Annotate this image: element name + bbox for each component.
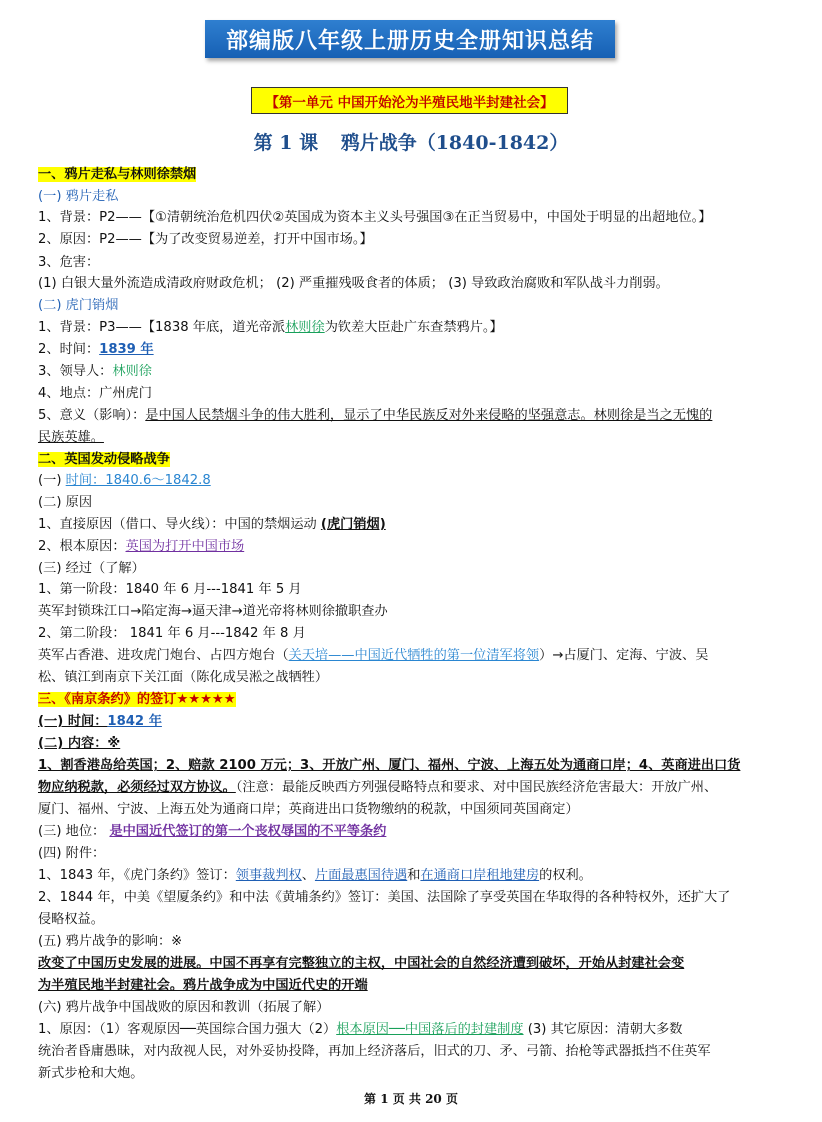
- text-line: 1、背景：P3——【1838 年底，道光帝派林则徐为钦差大臣赴广东查禁鸦片。】: [38, 320, 503, 335]
- text-line: 物应纳税款，必须经过双方协议。（注意：最能反映西方列强侵略特点和要求、对中国民族经济危害最大：开放广州、: [38, 780, 718, 795]
- text-line: 侵略权益。: [38, 912, 104, 927]
- text-line: 3、领导人：林则徐: [38, 364, 152, 379]
- section-heading: 一、鸦片走私与林则徐禁烟: [38, 167, 197, 182]
- text-line: 改变了中国历史发展的进展。中国不再享有完整独立的主权，中国社会的自然经济遭到破坏，开始从封建社会变: [38, 956, 685, 971]
- text-line: 1、背景：P2——【①清朝统治危机四伏②英国成为资本主义头号强国③在正当贸易中，中国处于明显的出超地位。】: [38, 210, 712, 225]
- section-heading: 三、《南京条约》的签订★★★★★: [38, 692, 236, 707]
- text-line: 1、第一阶段：1840 年 6 月---1841 年 5 月: [38, 582, 302, 597]
- text-line: 1、原因：（1）客观原因──英国综合国力强大（2）根本原因──中国落后的封建制度 (3) 其它原因：清朝大多数: [38, 1022, 683, 1037]
- subsection-heading: (一) 鸦片走私: [38, 189, 119, 204]
- subsection-heading: (二) 虎门销烟: [38, 298, 119, 313]
- subsection-heading: (五) 鸦片战争的影响：※: [38, 934, 183, 949]
- text-line: 2、1844 年，中美《望厦条约》和中法《黄埔条约》签订：美国、法国除了享受英国在华取得的各种特权外，还扩大了: [38, 890, 731, 905]
- lesson-number: 第 1 课: [253, 132, 319, 154]
- text-line: 1、直接原因（借口、导火线）：中国的禁烟运动 (虎门销烟): [38, 517, 386, 532]
- text-line: 英军占香港、进攻虎门炮台、占四方炮台（关天培——中国近代牺牲的第一位清军将领）→占厦门、定海、宁波、吴: [38, 648, 709, 663]
- text-line: 英军封锁珠江口→陷定海→逼天津→道光帝将林则徐撤职查办: [38, 604, 388, 619]
- text-line: 3、危害：: [38, 255, 100, 270]
- text-line: (一) 时间：1840.6～1842.8: [38, 473, 211, 488]
- text-line: (三) 地位： 是中国近代签订的第一个丧权辱国的不平等条约: [38, 824, 387, 839]
- text-line: 为半殖民地半封建社会。鸦片战争成为中国近代史的开端: [38, 978, 368, 993]
- text-line: 1、1843 年，《虎门条约》签订：领事裁判权、片面最惠国待遇和在通商口岸租地建房的权利。: [38, 868, 592, 883]
- subsection-heading: (四) 附件：: [38, 846, 106, 861]
- text-line: 新式步枪和大炮。: [38, 1066, 144, 1081]
- text-line: 统治者昏庸愚昧，对内敌视人民，对外妥协投降，再加上经济落后，旧式的刀、矛、弓箭、抬枪等武器抵挡不住英军: [38, 1044, 711, 1059]
- text-line: 2、根本原因：英国为打开中国市场: [38, 539, 245, 554]
- unit-heading: 【第一单元 中国开始沦为半殖民地半封建社会】: [251, 87, 568, 114]
- text-line: (1) 白银大量外流造成清政府财政危机； (2) 严重摧残吸食者的体质； (3) 导致政治腐败和军队战斗力削弱。: [38, 276, 669, 291]
- text-line: 2、第二阶段： 1841 年 6 月---1842 年 8 月: [38, 626, 306, 641]
- section-heading: 二、英国发动侵略战争: [38, 452, 170, 467]
- subsection-heading: (二) 原因: [38, 495, 93, 510]
- text-line: 4、地点：广州虎门: [38, 386, 152, 401]
- subsection-heading: (三) 经过（了解）: [38, 561, 145, 576]
- text-line: 2、时间：1839 年: [38, 342, 154, 357]
- lesson-title: [0, 128, 822, 155]
- text-line: 1、割香港岛给英国；2、赔款 2100 万元；3、开放广州、厦门、福州、宁波、上海五处为通商口岸；4、英商进出口货: [38, 758, 741, 773]
- text-line: 2、原因：P2——【为了改变贸易逆差，打开中国市场。】: [38, 232, 373, 247]
- text-line: 厦门、福州、宁波、上海五处为通商口岸；英商进出口货物缴纳的税款，中国须同英国商定）: [38, 802, 579, 817]
- document-title-banner: 部编版八年级上册历史全册知识总结: [205, 20, 615, 58]
- text-line: 5、意义（影响）：是中国人民禁烟斗争的伟大胜利，显示了中华民族反对外来侵略的坚强意志。林则徐是当之无愧的: [38, 408, 713, 423]
- text-line: (二) 内容：※: [38, 736, 121, 751]
- text-line: 民族英雄。: [38, 430, 104, 445]
- page-footer: 第 1 页 共 20 页: [364, 1092, 458, 1106]
- text-line: (一) 时间：1842 年: [38, 714, 162, 729]
- lesson-name: 鸦片战争（1840-1842）: [340, 132, 569, 154]
- text-line: 松、镇江到南京下关江面（陈化成吴淞之战牺牲）: [38, 670, 329, 685]
- subsection-heading: (六) 鸦片战争中国战败的原因和教训（拓展了解）: [38, 1000, 330, 1015]
